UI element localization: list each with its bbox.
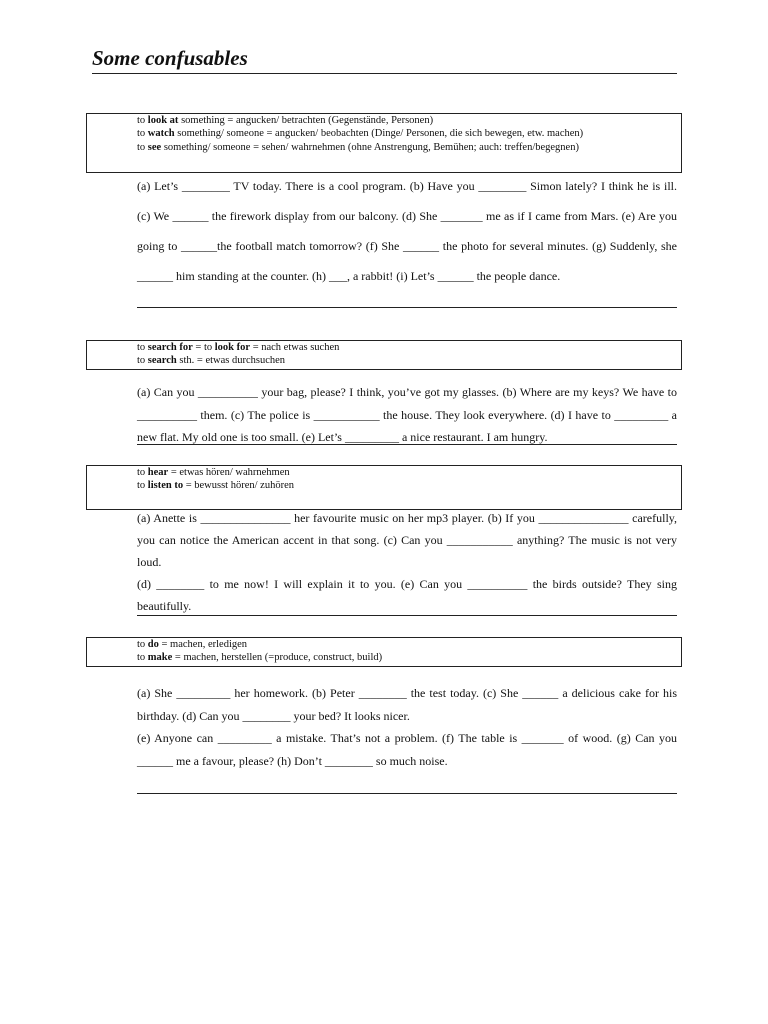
- page-title: Some confusables: [92, 46, 248, 70]
- exercise-paragraph-look-watch-see: (a) Let’s ________ TV today. There is a cool program. (b) Have you ________ Simon lately? I think he is ill. (c) We ______ the firework display from our balcony. (d) She _______ me as if I came from Mars. (e) Are you going to ______the football match tomorrow? (f) She ______ the photo for several minutes. (g) Suddenly, she ______ him standing at the counter. (h) ___, a rabbit! (i) Let’s ______ the people dance.: [137, 179, 677, 283]
- section-rule: [137, 444, 677, 445]
- exercise-paragraph-do-make-2: (e) Anyone can _________ a mistake. That’s not a problem. (f) The table is _______ of wood. (g) Can you ______ me a favour, please? (h) Don’t ________ so much noise.: [137, 731, 677, 768]
- definition-line: to do = machen, erledigen: [137, 639, 248, 650]
- definition-line: to search sth. = etwas durchsuchen: [137, 355, 286, 367]
- definition-box-search: [86, 340, 682, 370]
- exercise-paragraph-hear-listen-1: (a) Anette is _______________ her favourite music on her mp3 player. (b) If you _______________ carefully, you can notice the American accent in that song. (c) Can you ___________ anything? The music is not very loud.: [137, 511, 677, 569]
- definition-line: to watch something/ someone = angucken/ beobachten (Dinge/ Personen, die sich bewegen, etw. machen): [137, 128, 584, 140]
- exercise-paragraph-hear-listen-2: (d) ________ to me now! I will explain it to you. (e) Can you __________ the birds outside? They sing beautifully.: [137, 577, 677, 613]
- title-rule: [92, 73, 677, 74]
- definition-line: to look at something = angucken/ betrachten (Gegenstände, Personen): [137, 115, 434, 126]
- definition-box-hear-listen: [86, 465, 682, 510]
- definition-box-look-watch-see: [86, 113, 682, 173]
- section-rule: [137, 615, 677, 616]
- exercise-paragraph-search: (a) Can you __________ your bag, please? I think, you’ve got my glasses. (b) Where are my keys? We have to __________ them. (c) The police is ___________ the house. They look everywhere. (d) I have to _________ a new flat. My old one is too small. (e) Let’s _________ a nice restaurant. I am hungry.: [137, 385, 677, 444]
- definition-line: to hear = etwas hören/ wahrnehmen: [137, 467, 290, 478]
- definition-box-do-make: [86, 637, 682, 667]
- definition-line: to make = machen, herstellen (=produce, construct, build): [137, 652, 383, 664]
- exercise-paragraph-do-make-1: (a) She _________ her homework. (b) Peter ________ the test today. (c) She ______ a delicious cake for his birthday. (d) Can you ________ your bed? It looks nicer.: [137, 686, 677, 723]
- section-rule: [137, 307, 677, 308]
- section-rule: [137, 793, 677, 794]
- definition-line: to see something/ someone = sehen/ wahrnehmen (ohne Anstrengung, Bemühen; auch: treffen/begegnen): [137, 141, 579, 153]
- definition-line: to search for = to look for = nach etwas suchen: [137, 342, 340, 353]
- definition-line: to listen to = bewusst hören/ zuhören: [137, 480, 294, 492]
